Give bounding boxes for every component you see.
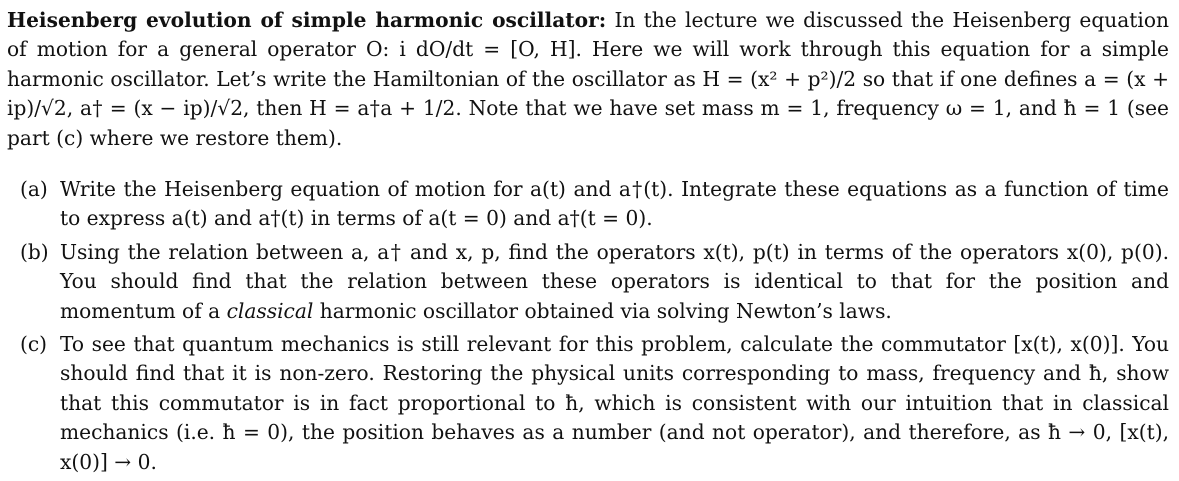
problem-intro-text: In the lecture we discussed the Heisenberg equation of motion for a general operator O: i dO/dt = [O, H]. Here we will work through this equation for a simple harmonic oscillator. Let’s write the Hamiltonian of the oscillator as H = (x² + p²)/2 so that if one defines a = (x + ip)/√2, a† = (x − ip)/√2, then H = a†a + 1/2. Note that we have set mass m = 1, frequency ω = 1, and ħ = 1 (see part (c) where we restore them). bbox=[7, 8, 1170, 150]
subquestion-a bbox=[7, 175, 1169, 234]
subquestion-c-label: (c) bbox=[20, 332, 48, 357]
subquestion-b-text-after: harmonic oscillator obtained via solving Newton’s laws. bbox=[319, 298, 892, 323]
subquestion-b-text-before: Using the relation between a, a† and x, p, find the operators x(t), p(t) in terms of the operators x(0), p(0). You should find that the relation between these operators is identical to that for the position and momentum of a bbox=[60, 239, 1169, 323]
problem-page bbox=[7, 6, 1169, 481]
subquestion-a-text: Write the Heisenberg equation of motion for a(t) and a†(t). Integrate these equations as a function of time to express a(t) and a†(t) in terms of a(t = 0) and a†(t = 0). bbox=[60, 177, 1169, 231]
subquestion-list bbox=[7, 175, 1169, 477]
subquestion-c-text: To see that quantum mechanics is still relevant for this problem, calculate the commutator [x(t), x(0)]. You should find that it is non-zero. Restoring the physical units corresponding to mass, frequency and ħ, show that this commutator is in fact proportional to ħ, which is consistent with our intuition that in classical mechanics (i.e. ħ = 0), the position behaves as a number (and not operator), and therefore, as ħ → 0, [x(t), x(0)] → 0. bbox=[60, 332, 1169, 474]
subquestion-a-label: (a) bbox=[20, 177, 48, 202]
subquestion-b-body bbox=[60, 238, 1169, 326]
subquestion-b bbox=[7, 238, 1169, 326]
subquestion-c bbox=[7, 330, 1169, 477]
problem-intro bbox=[7, 6, 1169, 153]
subquestion-b-emphasis: classical bbox=[226, 298, 314, 323]
subquestion-b-label: (b) bbox=[20, 239, 49, 264]
problem-title: Heisenberg evolution of simple harmonic oscillator: bbox=[7, 8, 607, 32]
